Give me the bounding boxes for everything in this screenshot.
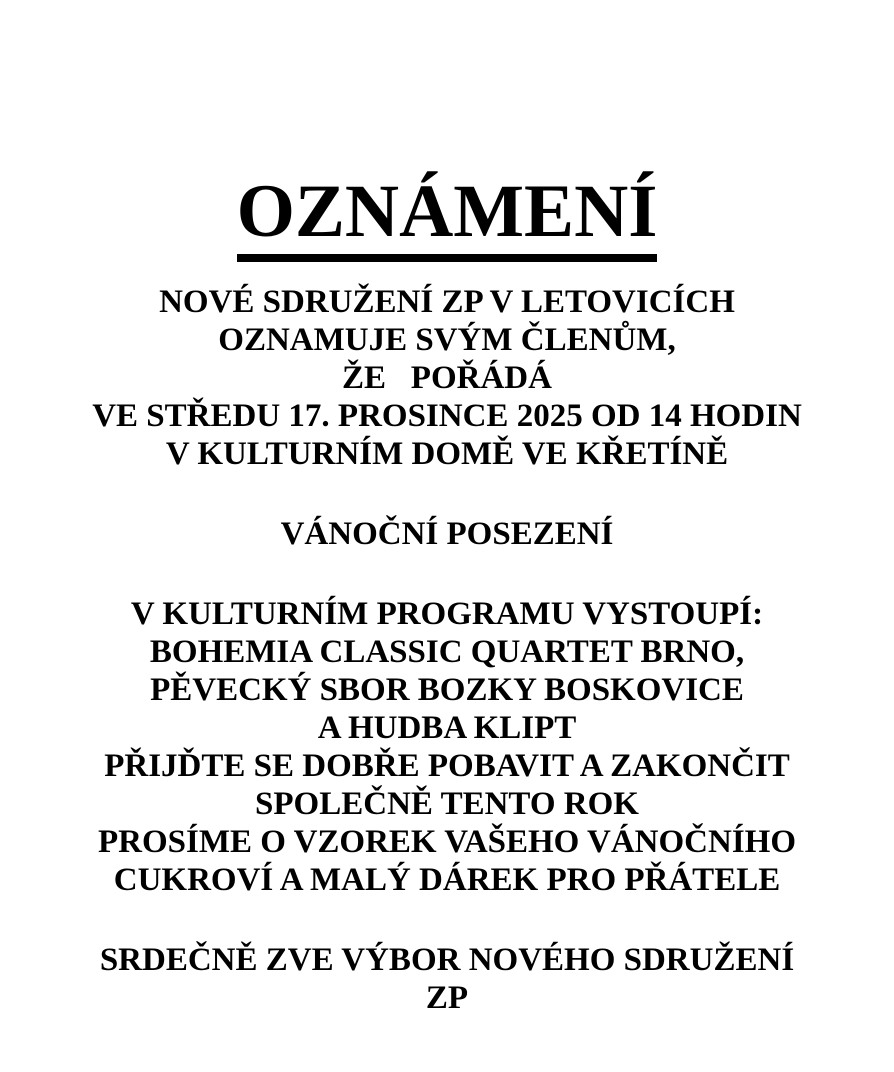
program-line: PŘIJĎTE SE DOBŘE POBAVIT A ZAKONČIT: [104, 748, 790, 784]
event-name: VÁNOČNÍ POSEZENÍ: [280, 516, 614, 552]
page-title: OZNÁMENÍ: [237, 172, 658, 262]
closing-line: SRDEČNĚ ZVE VÝBOR NOVÉHO SDRUŽENÍ: [99, 942, 795, 978]
intro-line: V KULTURNÍM DOMĚ VE KŘETÍNĚ: [165, 436, 729, 472]
program-line: SPOLEČNĚ TENTO ROK: [255, 786, 639, 822]
closing-line: ZP: [425, 980, 469, 1016]
intro-line: NOVÉ SDRUŽENÍ ZP V LETOVICÍCH: [159, 284, 735, 320]
event-name-paragraph: [0, 515, 894, 553]
closing-paragraph: [0, 941, 894, 1017]
intro-paragraph: [0, 283, 894, 473]
program-line: V KULTURNÍM PROGRAMU VYSTOUPÍ:: [130, 596, 764, 632]
program-line: PROSÍME O VZOREK VAŠEHO VÁNOČNÍHO: [97, 824, 797, 860]
program-line: BOHEMIA CLASSIC QUARTET BRNO,: [149, 634, 745, 670]
intro-line: ŽE POŘÁDÁ: [342, 360, 552, 396]
title-container: [0, 172, 894, 262]
program-line: PĚVECKÝ SBOR BOZKY BOSKOVICE: [150, 672, 744, 708]
program-line: A HUDBA KLIPT: [317, 710, 577, 746]
intro-line: VE STŘEDU 17. PROSINCE 2025 OD 14 HODIN: [92, 398, 802, 434]
program-paragraph: [0, 595, 894, 899]
program-line: CUKROVÍ A MALÝ DÁREK PRO PŘÁTELE: [113, 862, 781, 898]
intro-line: OZNAMUJE SVÝM ČLENŮM,: [218, 322, 676, 358]
